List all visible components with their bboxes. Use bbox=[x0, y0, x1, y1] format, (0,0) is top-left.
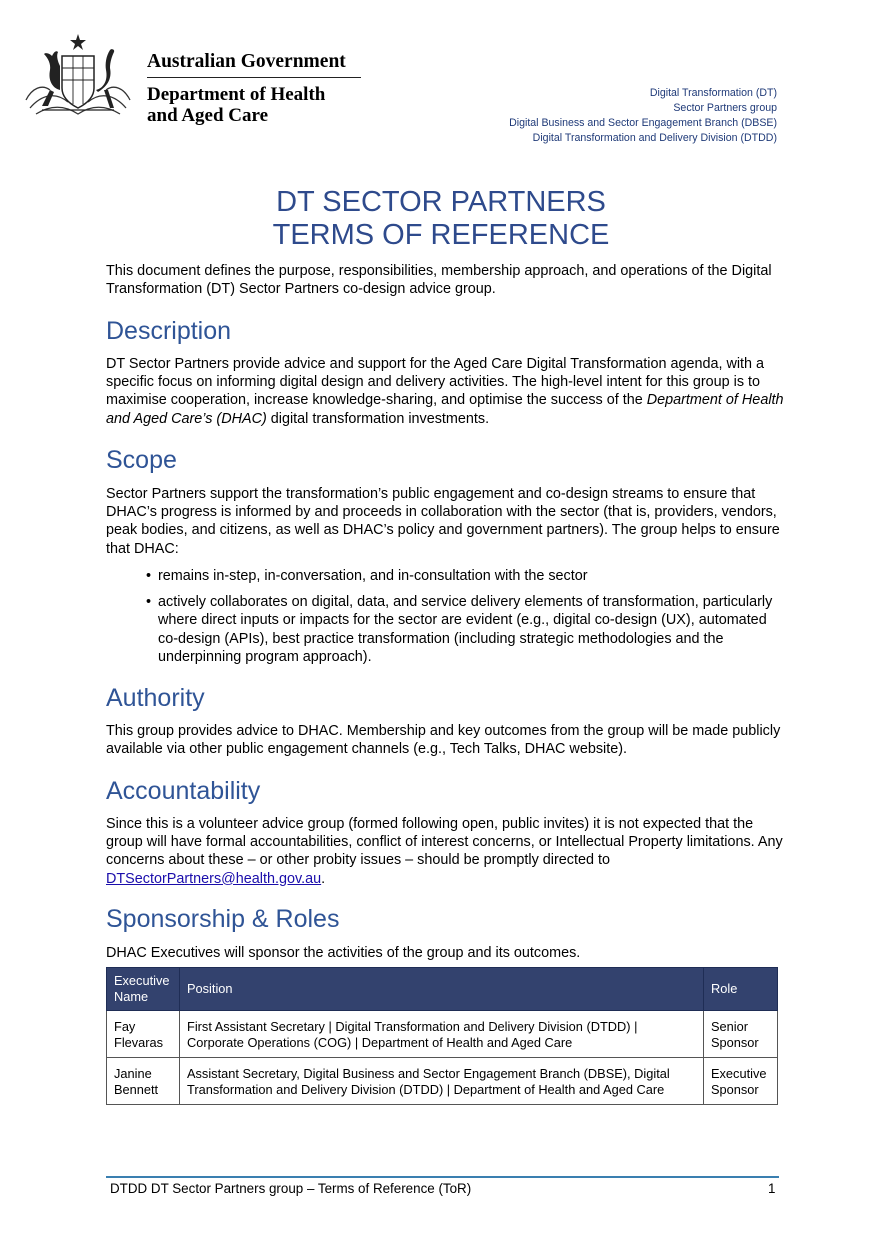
sponsorship-paragraph: DHAC Executives will sponsor the activities of the group and its outcomes. bbox=[106, 945, 581, 961]
intro-paragraph: This document defines the purpose, responsibilities, membership approach, and operations of the Digital Transformation (DT) Sector Partners co-design advice group. bbox=[106, 263, 772, 298]
table-cell: Executive Sponsor bbox=[704, 1058, 778, 1105]
sponsorship-heading: Sponsorship & Roles bbox=[106, 905, 340, 933]
department-name-line: Department of Health bbox=[147, 84, 326, 105]
sponsors-table bbox=[106, 967, 778, 1105]
table-cell: Fay Flevaras bbox=[107, 1011, 180, 1058]
list-item bbox=[106, 593, 786, 666]
column-header: Role bbox=[704, 968, 778, 1011]
contact-email-link[interactable]: DTSectorPartners@health.gov.au bbox=[106, 870, 322, 887]
document-title-line: TERMS OF REFERENCE bbox=[272, 219, 610, 251]
accountability-heading: Accountability bbox=[106, 777, 261, 805]
list-item-text: actively collaborates on digital, data, and service delivery elements of transformation, particularly where direct inputs or impacts for the sector are evident (e.g., digital co-design (UX), automated co-design (APIs), best practice transformation (including strategic methodologies and the underpinning program approach). bbox=[158, 594, 773, 665]
authority-paragraph: This group provides advice to DHAC. Membership and key outcomes from the group will be made publicly available via other public engagement channels (e.g., Tech Talks, DHAC website). bbox=[106, 723, 781, 758]
department-name-line: and Aged Care bbox=[147, 105, 269, 126]
list-item bbox=[106, 567, 786, 585]
table-cell: First Assistant Secretary | Digital Transformation and Delivery Division (DTDD) | Corporate Operations (COG) | Department of Health and Aged Care bbox=[180, 1011, 704, 1058]
header-divider bbox=[147, 77, 361, 78]
australian-coat-of-arms-icon bbox=[22, 30, 134, 126]
accountability-text-end: . bbox=[321, 870, 326, 887]
description-heading: Description bbox=[106, 317, 232, 345]
document-title bbox=[0, 186, 882, 252]
bullet-icon: • bbox=[146, 594, 152, 611]
accountability-text: Since this is a volunteer advice group (formed following open, public invites) it is not expected that the group will have formal accountabilities, conflict of interest concerns, or Intellectual Property limitations. Any concerns about these – or other probity issues – should be promptly directed to bbox=[106, 816, 783, 869]
organisational-unit bbox=[509, 86, 777, 146]
table-cell: Senior Sponsor bbox=[704, 1011, 778, 1058]
authority-heading: Authority bbox=[106, 684, 205, 712]
unit-line: Digital Transformation (DT) bbox=[649, 87, 777, 99]
scope-paragraph: Sector Partners support the transformation’s public engagement and co-design streams to ensure that DHAC’s progress is informed by and proceeds in collaboration with the sector (that is, providers, vendors, peak bodies, and citizens, as well as DHAC’s policy and government partners). The group helps to ensure that DHAC: bbox=[106, 486, 780, 557]
bullet-icon: • bbox=[146, 568, 152, 584]
government-name: Australian Government bbox=[147, 51, 346, 72]
description-text: DT Sector Partners provide advice and support for the Aged Care Digital Transformation agenda, with a specific focus on informing digital design and delivery activities. The high-level intent for this group is to maximise cooperation, increase knowledge-sharing, and optimise the success of the bbox=[106, 356, 765, 409]
document-title-line: DT SECTOR PARTNERS bbox=[276, 186, 606, 218]
table-row bbox=[107, 1011, 778, 1058]
table-row bbox=[107, 1058, 778, 1105]
accountability-paragraph bbox=[106, 815, 786, 888]
scope-bullet-list bbox=[106, 567, 786, 674]
page-number: 1 bbox=[768, 1181, 776, 1196]
scope-heading: Scope bbox=[106, 446, 177, 474]
footer-divider bbox=[106, 1176, 779, 1178]
column-header: Executive Name bbox=[107, 968, 180, 1011]
description-paragraph bbox=[106, 355, 786, 428]
table-header-row bbox=[107, 968, 778, 1011]
unit-line: Sector Partners group bbox=[673, 102, 777, 114]
table-cell: Janine Bennett bbox=[107, 1058, 180, 1105]
table-cell: Assistant Secretary, Digital Business and Sector Engagement Branch (DBSE), Digital Transformation and Delivery Division (DTDD) | Department of Health and Aged Care bbox=[180, 1058, 704, 1105]
column-header: Position bbox=[180, 968, 704, 1011]
description-text-end: digital transformation investments. bbox=[266, 410, 490, 427]
department-name bbox=[147, 84, 325, 126]
footer-title: DTDD DT Sector Partners group – Terms of Reference (ToR) bbox=[110, 1181, 472, 1196]
unit-line: Digital Transformation and Delivery Division (DTDD) bbox=[532, 132, 777, 144]
unit-line: Digital Business and Sector Engagement Branch (DBSE) bbox=[509, 117, 777, 129]
list-item-text: remains in-step, in-conversation, and in-consultation with the sector bbox=[158, 568, 588, 584]
description-italic-text: Department of Health and Aged Care’s (DHAC) bbox=[106, 392, 784, 427]
